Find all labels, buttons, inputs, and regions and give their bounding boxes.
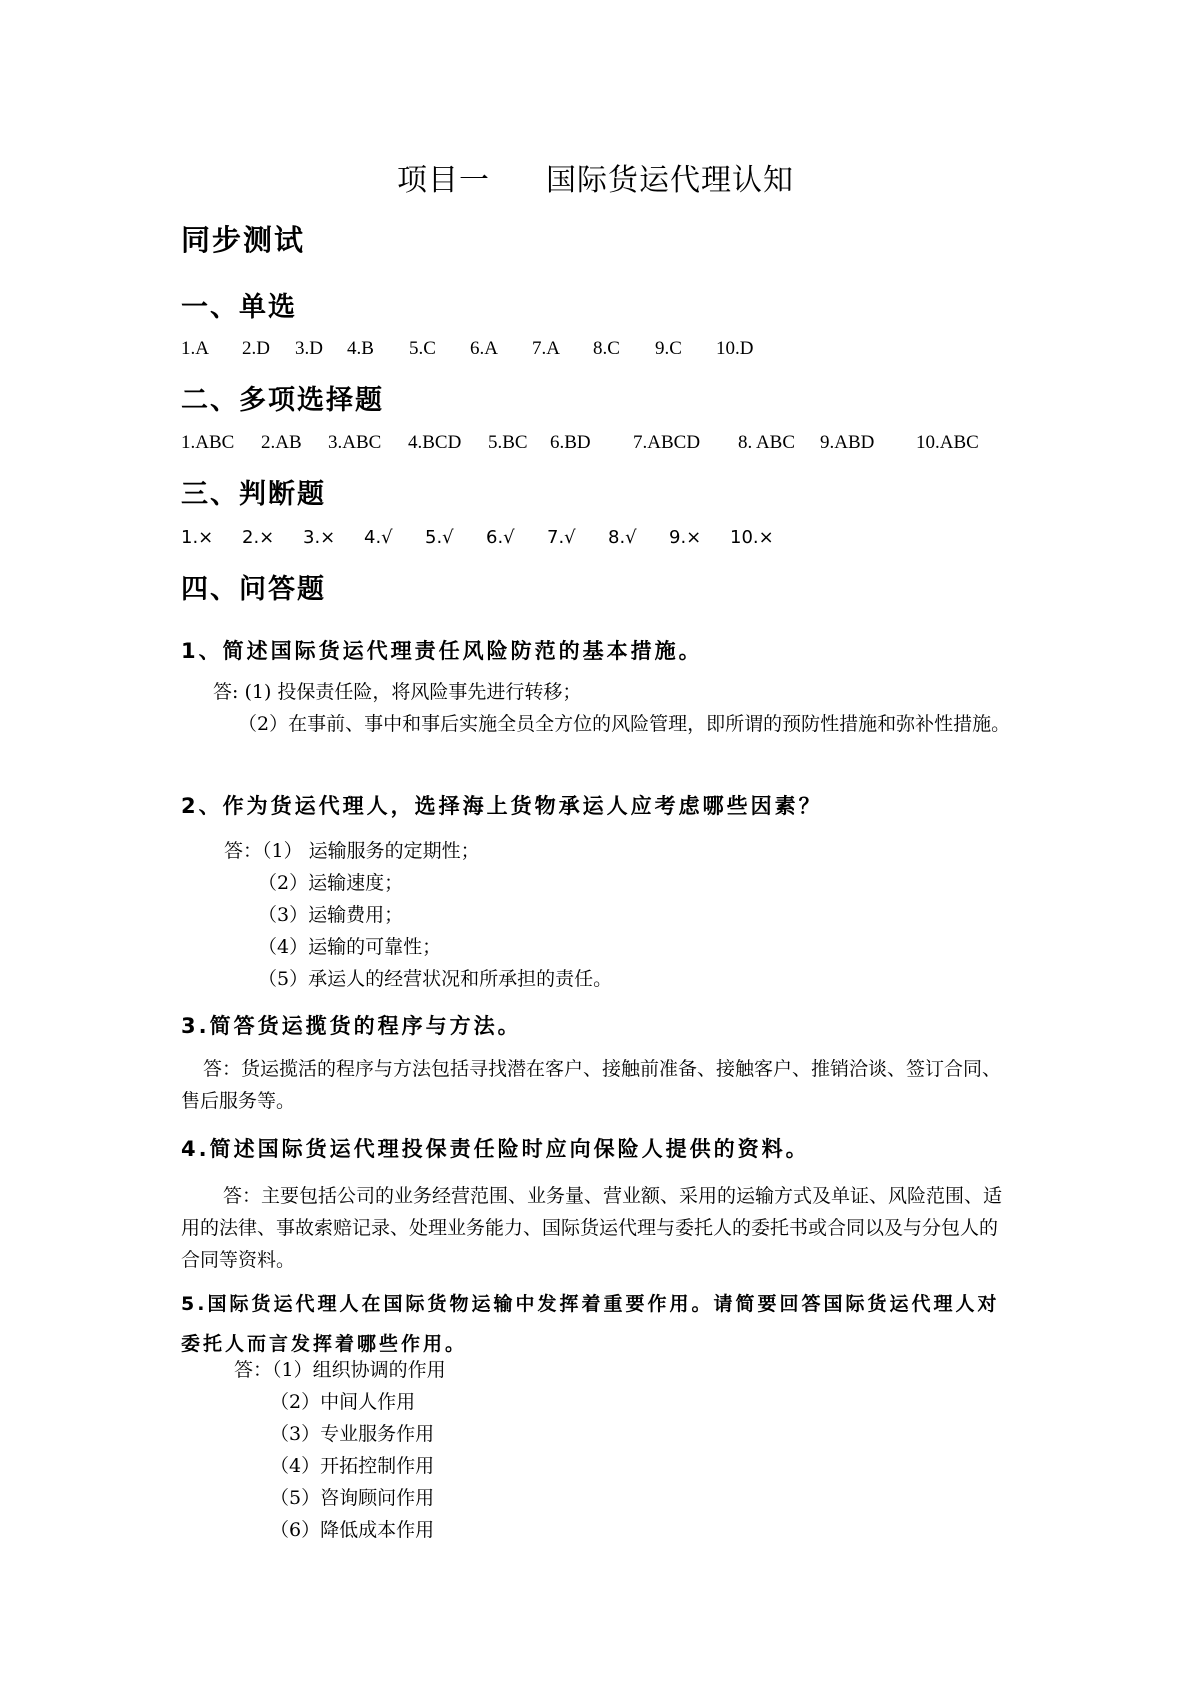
answer: 7.ABCD	[633, 432, 701, 453]
answer-5-line-3: （3）专业服务作用	[270, 1423, 435, 1445]
answer: 1.ABC	[181, 432, 235, 453]
question-5: 5.国际货运代理人在国际货物运输中发挥着重要作用。请简要回答国际货运代理人对委托人而言发挥着哪些作用。	[181, 1293, 1000, 1355]
answer-5-line-4: （4）开拓控制作用	[270, 1455, 435, 1477]
answer: 10.ABC	[916, 432, 979, 453]
answer: 3.×	[303, 527, 336, 548]
title-part-2: 国际货运代理认知	[546, 163, 794, 198]
section-heading-multi: 二、多项选择题	[181, 385, 384, 416]
title-part-1: 项目一	[397, 163, 490, 198]
main-heading: 同步测试	[181, 223, 306, 257]
answer: 4.BCD	[408, 432, 462, 453]
section-heading-single: 一、单选	[181, 292, 297, 323]
answer: 1.A	[181, 338, 209, 359]
answer: 7.A	[532, 338, 560, 359]
answer: 6.A	[470, 338, 498, 359]
page-title	[0, 155, 1191, 199]
answer-2-line-5: （5）承运人的经营状况和所承担的责任。	[258, 968, 613, 990]
answer: 5.√	[425, 527, 454, 548]
multi-answers	[181, 432, 979, 454]
answer-2-line-3: （3）运输费用；	[258, 904, 404, 926]
answer-5-line-2: （2）中间人作用	[270, 1391, 416, 1413]
answer: 5.C	[409, 338, 436, 359]
answer: 9.×	[669, 527, 702, 548]
answer-2-line-1: 答：（1） 运输服务的定期性；	[224, 840, 480, 862]
answer: 7.√	[547, 527, 576, 548]
question-3: 3.简答货运揽货的程序与方法。	[181, 1014, 522, 1038]
answer-2-line-2: （2）运输速度；	[258, 872, 404, 894]
answer: 3.D	[295, 338, 323, 359]
answer: 6.BD	[550, 432, 591, 453]
answer-1-line-1: 答: (1) 投保责任险，将风险事先进行转移；	[213, 681, 582, 703]
answer: 6.√	[486, 527, 515, 548]
answer: 4.√	[364, 527, 393, 548]
question-2: 2、作为货运代理人，选择海上货物承运人应考虑哪些因素？	[181, 794, 823, 818]
answer-2-line-4: （4）运输的可靠性；	[258, 936, 442, 958]
answer-4: 答：主要包括公司的业务经营范围、业务量、营业额、采用的运输方式及单证、风险范围、适用的法律、事故索赔记录、处理业务能力、国际货运代理与委托人的委托书或合同以及与分包人的合同等资料。	[181, 1185, 1003, 1271]
answer: 2.D	[242, 338, 270, 359]
answer: 10.D	[716, 338, 754, 359]
answer: 9.ABD	[820, 432, 875, 453]
answer-3: 答：货运揽活的程序与方法包括寻找潜在客户、接触前准备、接触客户、推销洽谈、签订合同、售后服务等。	[181, 1058, 1002, 1112]
answer: 3.ABC	[328, 432, 382, 453]
answer: 10.×	[730, 527, 774, 548]
answer: 1.×	[181, 527, 214, 548]
answer: 8.√	[608, 527, 637, 548]
single-answers	[181, 338, 753, 360]
question-1: 1、简述国际货运代理责任风险防范的基本措施。	[181, 639, 703, 663]
answer-5-line-1: 答：（1）组织协调的作用	[234, 1359, 446, 1381]
judge-answers	[181, 527, 774, 548]
answer-5-line-6: （6）降低成本作用	[270, 1519, 435, 1541]
answer: 2.AB	[261, 432, 302, 453]
answer: 4.B	[347, 338, 374, 359]
answer: 2.×	[242, 527, 275, 548]
answer: 8.C	[593, 338, 620, 359]
answer-5-line-5: （5）咨询顾问作用	[270, 1487, 435, 1509]
section-heading-qa: 四、问答题	[181, 574, 326, 605]
question-4: 4.简述国际货运代理投保责任险时应向保险人提供的资料。	[181, 1137, 810, 1161]
section-heading-judge: 三、判断题	[181, 479, 326, 510]
answer-1-line-2: （2）在事前、事中和事后实施全员全方位的风险管理，即所谓的预防性措施和弥补性措施。	[238, 713, 1011, 735]
answer: 8. ABC	[738, 432, 796, 453]
answer: 9.C	[655, 338, 682, 359]
answer: 5.BC	[488, 432, 528, 453]
